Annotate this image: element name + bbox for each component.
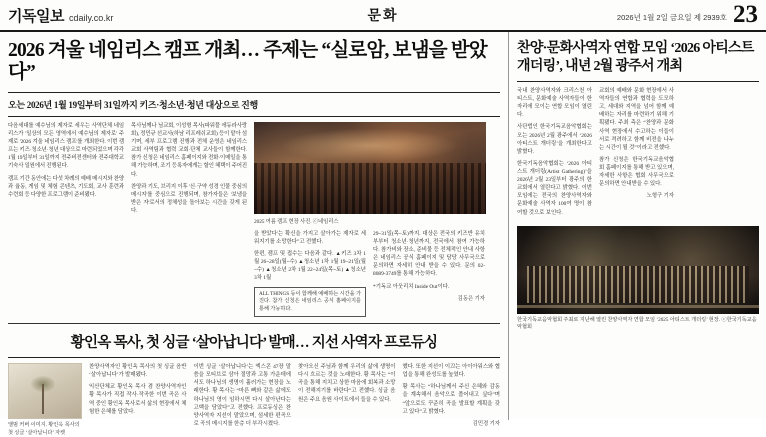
publication-url: cdaily.co.kr (68, 12, 114, 23)
second-story (0, 324, 508, 437)
second-paragraph: 황 목사는 “하나님께서 주신 은혜와 감동을 계속해서 음악으로 풀어내고 싶다”며 “앞으로도 꾸준히 곡을 발표할 계획을 갖고 있다”고 밝혔다. (402, 384, 500, 415)
lead-photo-caption: 2025 여름 캠프 현장 사진. ⓒ네임리스 (254, 218, 339, 225)
lead-photo-block (254, 122, 486, 317)
photo-stage-glow (273, 127, 468, 164)
lead-paragraph: 다음세대를 예수님의 제자로 세우는 사역단체 네임리스가 '일상의 모든 영역에서 예수님의 제자로' 주제로 '2026 겨울 네임리스 캠프'를 개최한다. 이번 캠프는 키즈·청소년·청년 대상으로 마련되었으며 각각 1월 19일부터 31일까지 전주비전센터와 전주대학교 기숙사 일원에서 진행된다. (8, 122, 124, 170)
masthead (0, 0, 766, 32)
lead-info-box: ALL THINGS 등이 함께해 예배하는 시간을 가진다. 참가 신청은 네임리스 공식 홈페이지를 통해 가능하다. (254, 287, 366, 318)
lead-column-1 (8, 122, 124, 317)
page-body (0, 32, 766, 436)
second-paragraph: 했다. 또한 지선이 이끄는 아이아워스와 협업을 통해 완성도를 높였다. (402, 364, 500, 379)
second-column-4 (403, 363, 501, 437)
lead-subhead: 오는 2026년 1월 19일부터 31일까지 키즈·청소년·청년 대상으로 진행 (8, 99, 258, 110)
lead-story (0, 32, 508, 317)
right-paragraph: 교회의 예배와 문화 현장에서 사역자들의 연합과 협력을 도모하고, 세대와 지역을 넘어 함께 예배하는 자리를 마련하기 위해 기획됐다. 주최 측은 “찬양과 문화사역 현장에서 수고하는 이들이 서로 격려하고 함께 비전을 나누는 시간이 될 것”이라고 전했다. (599, 88, 674, 151)
right-paragraph: 한국기독음악협회는 ‘2026 아티스트 개더링(Artist Gathering)’을 2026년 2월 23일부터 광주의 한 교회에서 열린다고 밝혔다. 이번 모임에는 전국의 찬양사역자와 문화예술 사역자 100여 명이 참여할 것으로 보인다. (517, 160, 592, 216)
lead-photo (254, 122, 486, 214)
album-art (8, 363, 82, 419)
lead-columns (8, 122, 500, 317)
right-column-1 (517, 87, 592, 221)
second-column-1 (89, 363, 187, 437)
right-photo (517, 226, 759, 314)
second-column-2 (194, 363, 292, 437)
lead-paragraph: 을 받았다'는 확신을 가지고 살아가는 제자로 세워지기를 소망한다”고 전했다. (254, 230, 366, 245)
right-byline: 노형구 기자 (646, 193, 674, 200)
right-rule (517, 81, 759, 82)
lead-rule-2 (8, 116, 500, 117)
second-columns (8, 363, 500, 437)
left-zone (0, 32, 509, 436)
second-headline: 황인옥 목사, 첫 싱글 ‘살아납니다’ 발매… 지선 사역자 프로듀싱 (70, 335, 438, 352)
right-paragraph: 사단법인 한국기독교음악협회는 오는 2026년 2월 광주에서 ‘2026 아티스트 개더링’을 개최한다고 밝혔다. (517, 124, 592, 155)
second-rule (8, 357, 500, 358)
right-photo-stage (527, 266, 750, 303)
lead-headline: 2026 겨울 네임리스 캠프 개최… 주제는 “실로암, 보냄을 받았다” (8, 40, 487, 84)
album-tree-shape (42, 384, 44, 414)
right-photo-rail (517, 305, 759, 308)
right-column-2 (599, 87, 674, 221)
right-zone (509, 32, 766, 420)
lead-photo-column-2 (373, 230, 485, 317)
lead-paragraph: 캠프 기간 동안에는 다섯 차례의 예배 메시지와 찬양과 율동, 게임 및 체험 콘텐츠, 기도회, 교사 훈련과 수련회 등 다양한 프로그램이 준비됐다. (8, 175, 124, 198)
right-headline: 찬양·문화사역자 연합 모임 ‘2026 아티스트 개더링’, 내년 2월 광주서 개최 (517, 41, 754, 74)
photo-crowd (254, 163, 486, 214)
second-paragraph: 익산단체교 황인옥 목사 겸 찬양사역자인 황 목사가 직접 작사·작곡한 이번 곡은 사역 중인 황인옥 목사로서 삶의 현장에서 체험한 은혜를 담았다. (89, 384, 187, 415)
issue-date: 2026년 1월 2일 금요일 제 2939호 (616, 13, 727, 23)
second-byline: 김민경 기자 (472, 420, 500, 427)
second-column-3 (298, 363, 396, 437)
lead-paragraph: 목사님께나 님교회, 이성형 목사(파워풀 에듀라사랑회), 정민규 선교사(하남 리프레쉬교회) 등이 맡아 섬기며, 세부 프로그램 진행과 전체 운영은 네임리스 교회 사역팀과 협력 교회·단체 교사들이 함께한다. 참가 신청은 네임리스 홈페이지와 전화·이메일을 통해 가능하며, 조기 등록자에게는 할인 혜택이 주어진다. (131, 122, 247, 178)
lead-paragraph: 한편, 캠프 및 접수는 다음과 같다. ▲키즈 3차 1월 26~28일(월~수) ▲청소년 1차 1월 19~21일(월~수) ▲청소년 2차 1월 22~24일(목~토) ▲청소년 3차 1월 (254, 251, 366, 282)
lead-paragraph: 29~31일(목~토)까지. 대상은 전국의 키즈반 유치부부터 청소년·청년까지, 전국에서 참여 가능하다. 참가비와 장소, 준비물 등 전체적인 안내 사항은 네임리스 공식 홈페이지 및 담당 사무국으로 문의하면 자세히 안내 받을 수 있다. 문의 02-8089-3749를 통해 가능하다. (373, 230, 485, 278)
lead-photo-columns (254, 230, 486, 317)
lead-paragraph: *기독교 아웃리치 Inside Out이다. (373, 283, 450, 290)
second-paragraph: 이번 싱글 ‘살아납니다’는 엑스콘 47장 말씀을 모티브로 삼아 절망과 고통 가운데에서도 하나님의 생명이 흘러가는 현장을 노래한다. 황 목사는 “마른 뼈와 같은 삶에도 하나님의 영이 임하시면 다시 살아난다는 고백을 담았다”고 전했다. 프로듀싱은 찬양사역자 지선이 맡았으며, 섬세한 편곡으로 곡의 메시지를 한층 더 부각시켰다. (193, 364, 291, 427)
right-paragraph: 참가 신청은 한국기독교음악협회 홈페이지를 통해 받고 있으며, 자세한 사항은 협회 사무국으로 문의하면 안내받을 수 있다. (599, 156, 674, 188)
album-block (8, 363, 82, 437)
album-caption: 앨범 커버 이미지. 황인옥 목사의 첫 싱글 ‘살아납니다’ 자켓 (8, 422, 80, 436)
section-title: 문화 (367, 9, 399, 24)
lead-paragraph: 찬양과 기도, 브리지 이후 '신·구약 성경 인물 중심의 메시지'를 중심으로 진행되며, 참가자들은 '보냄을 받은 자'로서의 정체성을 돌아보는 시간을 갖게 된다. (131, 183, 247, 214)
second-paragraph: 찬양사역자인 황인옥 목사의 첫 싱글 음반 ‘살아납니다’가 발매됐다. (89, 364, 187, 379)
right-photo-caption: 한국기독교음악협회 주최로 지난해 열린 찬양사역자 연합 모임 ‘2025 아티스트 개더링’ 현장. ⓒ한국기독교음악협회 (517, 316, 757, 331)
publication-logo: 기독일보 (8, 8, 64, 25)
lead-photo-column-1 (254, 230, 366, 317)
lead-byline: 김동은 기자 (457, 295, 485, 302)
right-paragraph: 국내 찬양사역자와 크리스천 아티스트, 문화예술 사역자들이 한자리에 모이는 연합 모임이 열린다. (517, 88, 592, 119)
lead-rule (8, 92, 500, 93)
second-paragraph: 찾아오신 주님과 함께 우리의 삶에 생명이 다시 흐르는 것을 노래한다. 황 목사는 “이 곡을 통해 지치고 상한 마음에 회복과 소망이 전해지기를 바란다”고 전했다. 싱글 음원은 주요 음원 사이트에서 들을 수 있다. (298, 364, 396, 403)
page-number: 23 (733, 0, 758, 28)
right-columns (517, 87, 759, 221)
lead-column-2 (131, 122, 247, 317)
